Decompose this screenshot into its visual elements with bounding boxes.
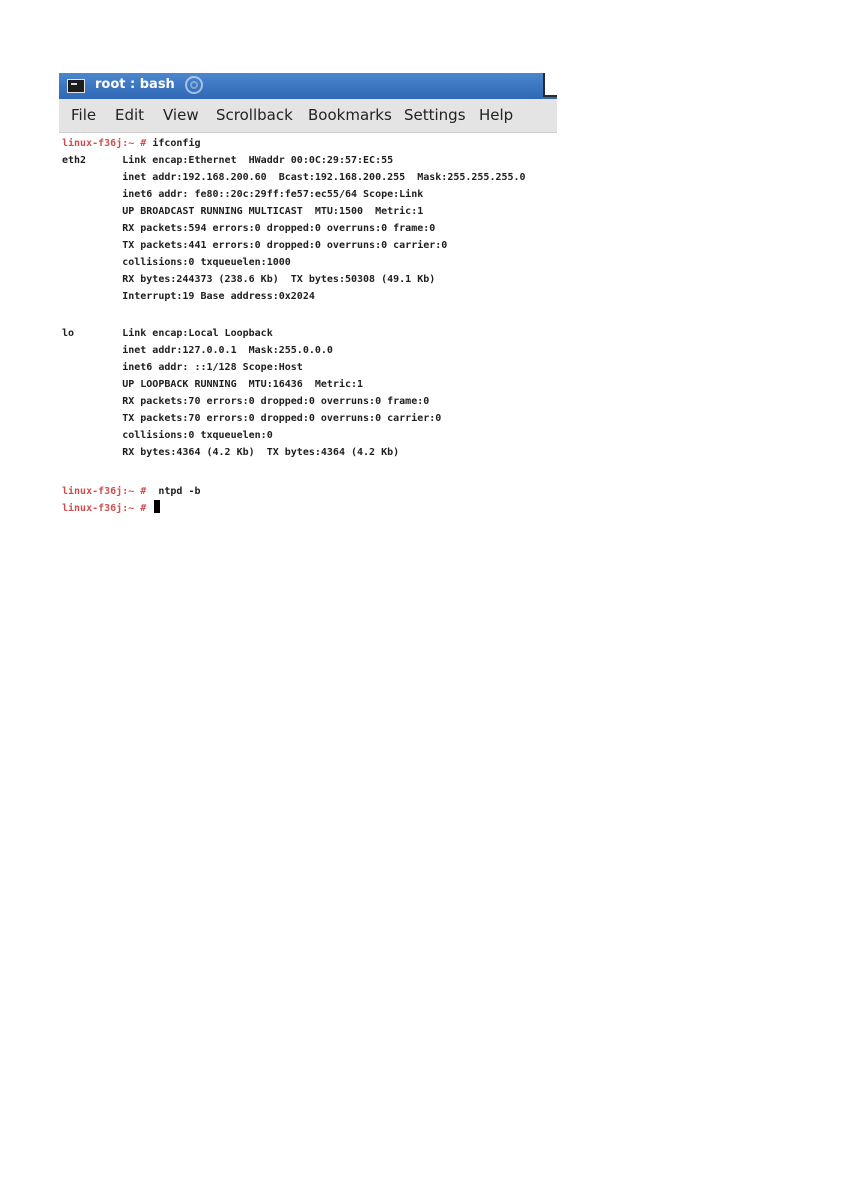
output-line: lo Link encap:Local Loopback (62, 328, 273, 339)
command-line (62, 483, 201, 500)
command-line (62, 135, 201, 152)
output-line: inet addr:127.0.0.1 Mask:255.0.0.0 (62, 345, 333, 356)
terminal-output[interactable] (59, 133, 557, 532)
menu-file[interactable]: File (71, 106, 97, 124)
title-bar[interactable] (59, 73, 557, 99)
output-line: collisions:0 txqueuelen:1000 (62, 257, 291, 268)
output-line: UP BROADCAST RUNNING MULTICAST MTU:1500 Metric:1 (62, 206, 424, 217)
menu-scrollback[interactable]: Scrollback (216, 106, 293, 124)
command-text: ntpd -b (158, 486, 201, 497)
output-line: eth2 Link encap:Ethernet HWaddr 00:0C:29:57:EC:55 (62, 155, 394, 166)
menu-bar (59, 99, 557, 133)
output-line: RX bytes:4364 (4.2 Kb) TX bytes:4364 (4.2 Kb) (62, 447, 400, 458)
command-text: ifconfig (152, 138, 201, 149)
active-prompt-line[interactable] (62, 500, 160, 517)
menu-help[interactable]: Help (479, 106, 514, 124)
menu-bookmarks[interactable]: Bookmarks (308, 106, 392, 124)
menu-edit[interactable]: Edit (115, 106, 145, 124)
output-line: inet6 addr: fe80::20c:29ff:fe57:ec55/64 Scope:Link (62, 189, 424, 200)
shell-prompt: linux-f36j:~ # (62, 138, 147, 149)
output-line: UP LOOPBACK RUNNING MTU:16436 Metric:1 (62, 379, 364, 390)
terminal-icon (67, 79, 85, 93)
output-line: Interrupt:19 Base address:0x2024 (62, 291, 315, 302)
window-title: root : bash (95, 77, 175, 92)
shell-prompt: linux-f36j:~ # (62, 503, 147, 514)
output-line: RX bytes:244373 (238.6 Kb) TX bytes:50308 (49.1 Kb) (62, 274, 436, 285)
output-line: TX packets:441 errors:0 dropped:0 overruns:0 carrier:0 (62, 240, 448, 251)
output-line: collisions:0 txqueuelen:0 (62, 430, 273, 441)
output-line: RX packets:594 errors:0 dropped:0 overruns:0 frame:0 (62, 223, 436, 234)
shell-prompt: linux-f36j:~ # (62, 486, 147, 497)
window-frame-corner (543, 73, 557, 97)
menu-settings[interactable]: Settings (404, 106, 466, 124)
text-cursor (154, 500, 160, 513)
output-line: RX packets:70 errors:0 dropped:0 overruns:0 frame:0 (62, 396, 430, 407)
activity-icon (185, 76, 203, 94)
menu-view[interactable]: View (163, 106, 199, 124)
output-line: inet addr:192.168.200.60 Bcast:192.168.200.255 Mask:255.255.255.0 (62, 172, 526, 183)
output-line: inet6 addr: ::1/128 Scope:Host (62, 362, 303, 373)
terminal-window (59, 73, 557, 532)
output-line: TX packets:70 errors:0 dropped:0 overruns:0 carrier:0 (62, 413, 442, 424)
